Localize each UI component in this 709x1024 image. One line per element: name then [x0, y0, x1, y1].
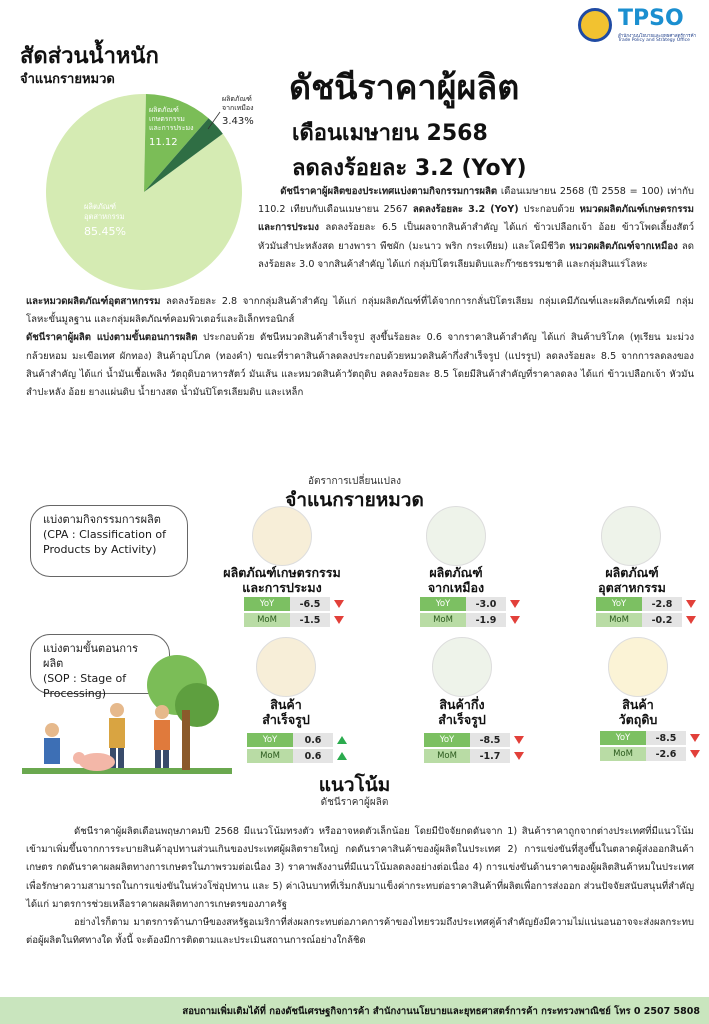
sop-bubble-line2: (SOP : Stage of [43, 672, 127, 685]
tpso-logo [578, 6, 704, 46]
down-arrow-icon [514, 752, 524, 760]
intro-paragraph-2 [26, 293, 694, 402]
sop-bubble-line1: แบ่งตามขั้นตอนการผลิต [43, 642, 139, 670]
tpso-logo-subtitle-th: สำนักงานนโยบายและยุทธศาสตร์การค้า [618, 34, 697, 39]
mom-key: MoM [600, 747, 646, 761]
pie-value-industry: 85.45% [84, 225, 126, 238]
sop-raw-mom-value: -2.6 [646, 747, 686, 761]
trend-body-1: ดัชนีราคาผู้ผลิตเดือนพฤษภาคมปี 2568 มีแนวโน้มทรงตัว หรืออาจหดตัวเล็กน้อย โดยมีปัจจัยกดดันจาก 1) สินค้าราคาถูกจากต่างประเทศที่มีแนวโน้มเข้ามาเพิ่มขึ้นจากการระบายสินค้าอุปทานส่วนเกินของประเทศผู้ผลิตรายใหญ่ กดดันราคาสินค้าของผู้ผลิตในประเทศ 2) การแข่งขันที่สูงขึ้นในตลาดผู้ส่งออกสินค้าเกษตร กดดันราคาผลผลิตทางการเกษตรในภาพรวมต่อเนื่อง 3) ราคาพลังงานที่มีแนวโน้มลดลงอย่างต่อเนื่อง 4) การแข่งขันด้านราคาของผู้ผลิตสินค้าหมในประเทศ เพื่อรักษาความสามารถในการแข่งขันในห่วงโซ่อุปทาน และ 5) ค่าเงินบาทที่เริ่มกลับมาแข็งค่ากระทบต่อราคาสินค้าที่ผลิตเพื่อการส่งออก ส่วนปัจจัยสนับสนุนที่สำคัญ ได้แก่ มาตรการช่วยเหลือราคาผลผลิตทางการเกษตรของภาครัฐ [26, 826, 694, 910]
sop-finished-mom-row [247, 749, 347, 763]
cpa-industry-yoy-row [596, 597, 696, 611]
yoy-key: YoY [600, 731, 646, 745]
headline-month: เดือนเมษายน 2568 [292, 121, 488, 146]
sop-raw-label-line2: วัตถุดิบ [618, 712, 658, 727]
pie-label-agri-1: ผลิตภัณฑ์ [149, 106, 179, 114]
intro-bold-3: หมวดผลิตภัณฑ์เกษตรกรรมและการประมง [258, 204, 694, 234]
finished-goods-icon-circle [256, 637, 316, 697]
cpa-industry-mom-row [596, 613, 696, 627]
headline-title: ดัชนีราคาผู้ผลิต [289, 68, 520, 108]
sop-raw-label [588, 697, 688, 727]
weight-pie-chart [4, 82, 294, 292]
pie-label-industry-1: ผลิตภัณฑ์ [84, 202, 116, 211]
cpa-agri-mom-value: -1.5 [290, 613, 330, 627]
cpa-agri-yoy-value: -6.5 [290, 597, 330, 611]
cpa-mining-stats [420, 597, 520, 627]
up-arrow-icon [337, 752, 347, 760]
sop-raw-mom-row [600, 747, 700, 761]
sop-finished-label [236, 697, 336, 727]
cpa-mining-label-line1: ผลิตภัณฑ์ [429, 565, 483, 580]
sop-raw-stats [600, 731, 700, 761]
cpa-industry-label-line1: ผลิตภัณฑ์ [605, 565, 659, 580]
sop-finished-label-line1: สินค้า [270, 697, 302, 712]
sop-semi-label-line2: สำเร็จรูป [438, 712, 486, 727]
intro-bold-1: ดัชนีราคาผู้ผลิตของประเทศแบ่งตามกิจกรรมการผลิต [280, 186, 498, 197]
sop-semi-label-line1: สินค้ากึ่ง [439, 697, 485, 712]
cpa-mining-mom-row [420, 613, 520, 627]
pie-subtitle: จำแนกรายหมวด [20, 72, 115, 87]
trend-subtitle: ดัชนีราคาผู้ผลิต [320, 797, 389, 808]
yoy-key: YoY [244, 597, 290, 611]
mom-key: MoM [247, 749, 293, 763]
mining-icon-circle [426, 506, 486, 566]
sop-semi-label [412, 697, 512, 727]
intro-text-1: เดือนเมษายน 2568 (ปี 2558 = 100) เท่ากับ 110.2 เทียบกับเดือนเมษายน 2567 [258, 186, 694, 216]
headline-change: ลดลงร้อยละ 3.2 (YoY) [292, 156, 527, 181]
pie-label-agri-3: และการประมง [149, 124, 194, 132]
sop-semi-yoy-row [424, 733, 524, 747]
finished-goods-icon [256, 637, 316, 697]
sop-finished-mom-value: 0.6 [293, 749, 333, 763]
sop-finished-yoy-value: 0.6 [293, 733, 333, 747]
down-arrow-icon [690, 750, 700, 758]
pie-label-mining-1: ผลิตภัณฑ์ [222, 95, 252, 103]
tpso-logo-subtitle-en: Trade Policy and Strategy Office [618, 38, 690, 43]
cpa-industry-label [576, 565, 688, 595]
sop-semi-stats [424, 733, 524, 763]
cpa-industry-yoy-value: -2.8 [642, 597, 682, 611]
footer-contact: สอบถามเพิ่มเติมได้ที่ กองดัชนีเศรษฐกิจการค้า สำนักงานนโยบายและยุทธศาสตร์การค้า กระทรวงพาณิชย์ โทร 0 2507 5808 [182, 1006, 700, 1017]
cpa-agri-stats [244, 597, 344, 627]
cpa-bubble-line1: แบ่งตามกิจกรรมการผลิต [43, 513, 161, 526]
cpa-bubble [30, 505, 188, 577]
cpa-bubble-line2: (CPA : Classification of [43, 528, 167, 541]
mom-key: MoM [596, 613, 642, 627]
cpa-agri-label-line1: ผลิตภัณฑ์เกษตรกรรม [223, 565, 341, 580]
cpa-industry-stats [596, 597, 696, 627]
semi-finished-icon-circle [432, 637, 492, 697]
cpa-bubble-line3: Products by Activity) [43, 543, 157, 556]
down-arrow-icon [686, 616, 696, 624]
pie-label-industry-2: อุตสาหกรรม [84, 212, 125, 221]
down-arrow-icon [510, 600, 520, 608]
pie-label-mining-2: จากเหมือง [222, 104, 254, 112]
intro-bold-6: ดัชนีราคาผู้ผลิต แบ่งตามขั้นตอนการผลิต [26, 332, 198, 344]
sop-raw-yoy-row [600, 731, 700, 745]
sop-finished-label-line2: สำเร็จรูป [262, 712, 310, 727]
pie-label-agri-2: เกษตรกรรม [149, 115, 185, 123]
mom-key: MoM [424, 749, 470, 763]
mining-icon [426, 506, 486, 566]
pie-title: สัดส่วนน้ำหนัก [20, 44, 159, 69]
intro-paragraph-1 [258, 183, 694, 274]
sop-raw-label-line1: สินค้า [622, 697, 654, 712]
cpa-mining-label-line2: จากเหมือง [427, 580, 485, 595]
intro-text-2: ประกอบด้วย [518, 204, 580, 216]
intro-text-4: ลดลงร้อยละ 3.0 จากสินค้าสำคัญ ได้แก่ กลุ่มปิโตรเลียมดิบและก๊าซธรรมชาติ และกลุ่มสินแร่โลหะ [258, 240, 694, 270]
cpa-mining-yoy-row [420, 597, 520, 611]
farm-scene-illustration [22, 640, 232, 790]
cpa-mining-label [400, 565, 512, 595]
sop-raw-yoy-value: -8.5 [646, 731, 686, 745]
trend-paragraph [26, 823, 694, 950]
ministry-seal-icon [578, 8, 612, 42]
down-arrow-icon [686, 600, 696, 608]
industry-icon-circle [601, 506, 661, 566]
trend-title: แนวโน้ม [318, 774, 391, 796]
yoy-key: YoY [247, 733, 293, 747]
up-arrow-icon [337, 736, 347, 744]
cpa-agri-label [214, 565, 350, 595]
intro-text-6: ประกอบด้วย ดัชนีหมวดสินค้าสำเร็จรูป สูงขึ้นร้อยละ 0.6 จากราคาสินค้าสำคัญ ได้แก่ สินค้าบริโภค (ทุเรียน มะม่วง กล้วยหอม มะเขือเทศ ผักทอง) สินค้าอุปโภค (ทองคำ) ขณะที่ราคาสินค้าลดลงประกอบด้วยหมวดสินค้ากึ่งสำเร็จรูป (แปรรูป) ลดลงร้อยละ 8.5 จากการลดลงของสินค้าสำคัญ ได้แก่ น้ำมันเชื้อเพลิง วัตถุดิบอาหารสัตว์ มันเส้น และหมวดสินค้าวัตถุดิบ ลดลงร้อยละ 8.5 โดยมีสินค้าสำคัญที่ราคาลดลง ได้แก่ ข้าวเปลือกเจ้า หัวมันสำปะหลัง อ้อย ยางแผ่นดิบ น้ำยางสด น้ำมันปิโตรเลียมดิบ และเหล็ก [26, 332, 694, 399]
cpa-industry-mom-value: -0.2 [642, 613, 682, 627]
down-arrow-icon [514, 736, 524, 744]
cpa-mining-mom-value: -1.9 [466, 613, 506, 627]
agri-icon [252, 506, 312, 566]
section-title: จำแนกรายหมวด [285, 489, 424, 511]
cpa-agri-yoy-row [244, 597, 344, 611]
agri-icon-circle [252, 506, 312, 566]
intro-text-5: ลดลงร้อยละ 2.8 จากกลุ่มสินค้าสำคัญ ได้แก่ กลุ่มผลิตภัณฑ์ที่ได้จากการกลั่นปิโตรเลียม กลุ่มเคมีภัณฑ์และผลิตภัณฑ์เคมี กลุ่มโลหะขั้นมูลฐาน และกลุ่มผลิตภัณฑ์คอมพิวเตอร์และอิเล็กทรอนิกส์ [26, 296, 694, 326]
cpa-agri-mom-row [244, 613, 344, 627]
pie-value-mining: 3.43% [222, 116, 254, 127]
raw-materials-icon-circle [608, 637, 668, 697]
sop-finished-stats [247, 733, 347, 763]
intro-bold-4: หมวดผลิตภัณฑ์จากเหมือง [569, 240, 678, 252]
pie-value-agri: 11.12 [149, 137, 178, 148]
intro-text-3: ลดลงร้อยละ 6.5 เป็นผลจากสินค้าสำคัญ ได้แก่ ข้าวเปลือกเจ้า อ้อย ข้าวโพดเลี้ยงสัตว์ หัวมันสำปะหลังสด ยางพารา พืชผัก (มะนาว พริก กระเทียม) และโคมีชีวิต [258, 222, 694, 252]
cpa-mining-yoy-value: -3.0 [466, 597, 506, 611]
raw-materials-icon [608, 637, 668, 697]
down-arrow-icon [510, 616, 520, 624]
mom-key: MoM [420, 613, 466, 627]
down-arrow-icon [334, 616, 344, 624]
yoy-key: YoY [424, 733, 470, 747]
sop-semi-mom-row [424, 749, 524, 763]
yoy-key: YoY [596, 597, 642, 611]
tpso-logo-text: TPSO [618, 6, 684, 31]
cpa-agri-label-line2: และการประมง [242, 580, 322, 595]
down-arrow-icon [690, 734, 700, 742]
mom-key: MoM [244, 613, 290, 627]
intro-bold-5: และหมวดผลิตภัณฑ์อุตสาหกรรม [26, 296, 161, 307]
section-subtitle: อัตราการเปลี่ยนแปลง [308, 476, 401, 487]
down-arrow-icon [334, 600, 344, 608]
semi-finished-icon [432, 637, 492, 697]
intro-bold-2: ลดลงร้อยละ 3.2 (YoY) [412, 204, 519, 216]
sop-semi-yoy-value: -8.5 [470, 733, 510, 747]
cpa-industry-label-line2: อุตสาหกรรม [598, 580, 666, 595]
yoy-key: YoY [420, 597, 466, 611]
industry-icon [601, 506, 661, 566]
trend-body-2: อย่างไรก็ตาม มาตรการด้านภาษีของสหรัฐอเมริกาที่ส่งผลกระทบต่อภาคการค้าของไทยรวมถึงประเทศคู่ค้าสำคัญยังมีความไม่แน่นอนอาจจะส่งผลกระทบต่อผู้ผลิตในทิศทางใด ทั้งนี้ จะต้องมีการติดตามและประเมินสถานการณ์อย่างใกล้ชิด [26, 917, 694, 947]
sop-semi-mom-value: -1.7 [470, 749, 510, 763]
sop-finished-yoy-row [247, 733, 347, 747]
sop-bubble-line3: Processing) [43, 687, 107, 700]
